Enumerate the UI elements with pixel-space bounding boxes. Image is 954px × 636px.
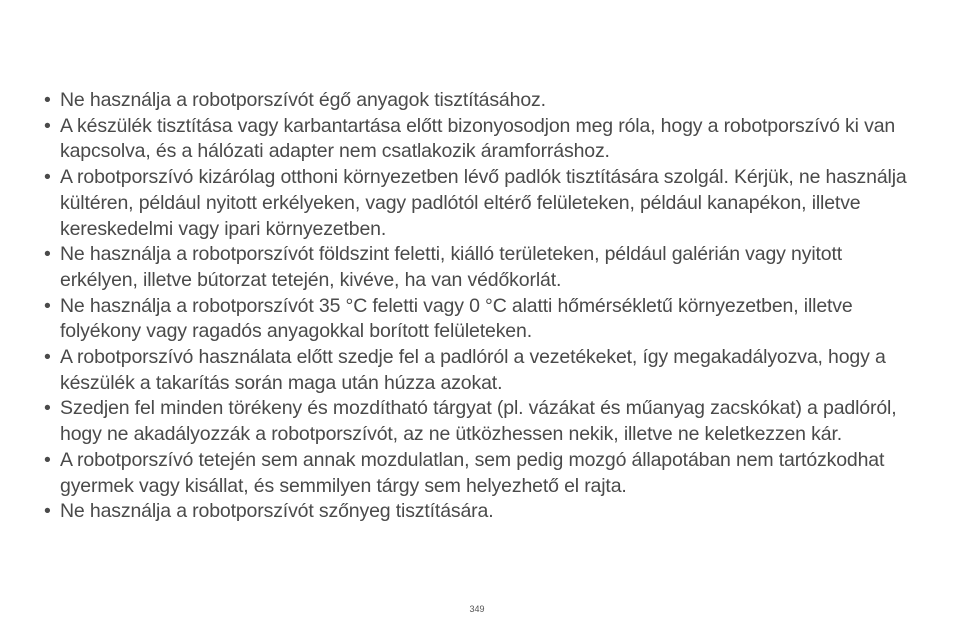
- list-item: [44, 88, 924, 114]
- list-item-text: A készülék tisztítása vagy karbantartása előtt bizonyosodjon meg róla, hogy a robotporszívó ki van kapcsolva, és a hálózati adapter nem csatlakozik áramforráshoz.: [60, 114, 896, 163]
- list-item-text: Ne használja a robotporszívót földszint feletti, kiálló területeken, például galérián vagy nyitott erkélyen, illetve bútorzat tetején, kivéve, ha van védőkorlát.: [60, 243, 843, 291]
- list-item: [44, 165, 924, 242]
- list-item: [44, 499, 924, 525]
- list-item-text: Ne használja a robotporszívót 35 °C feletti vagy 0 °C alatti hőmérsékletű környezetben, illetve folyékony vagy ragadós anyagokkal borított felületeken.: [60, 294, 853, 343]
- safety-instructions: [44, 88, 924, 525]
- bullet-icon: •: [44, 397, 51, 420]
- list-item: [44, 114, 924, 165]
- bullet-list: [44, 88, 924, 525]
- bullet-icon: •: [44, 114, 51, 137]
- list-item: [44, 294, 924, 345]
- list-item-text: A robotporszívó használata előtt szedje fel a padlóról a vezetékeket, így megakadályozva, hogy a készülék a takarítás során maga után húzza azokat.: [60, 346, 886, 394]
- bullet-icon: •: [44, 500, 51, 523]
- list-item-text: Ne használja a robotporszívót égő anyagok tisztításához.: [60, 89, 546, 111]
- list-item-text: A robotporszívó kizárólag otthoni környezetben lévő padlók tisztítására szolgál. Kérjük, ne használja kültéren, például nyitott erkélyeken, vagy padlótól eltérő felületeken, például kanapékon, illetve kereskedelmi vagy ipari környezetben.: [60, 166, 907, 240]
- list-item-text: Ne használja a robotporszívót szőnyeg tisztítására.: [60, 500, 494, 523]
- list-item: [44, 448, 924, 499]
- bullet-icon: •: [44, 448, 51, 471]
- bullet-icon: •: [44, 294, 51, 317]
- bullet-icon: •: [44, 89, 51, 111]
- list-item: [44, 242, 924, 293]
- bullet-icon: •: [44, 243, 51, 266]
- bullet-icon: •: [44, 166, 51, 189]
- list-item: [44, 396, 924, 447]
- list-item-text: A robotporszívó tetején sem annak mozdulatlan, sem pedig mozgó állapotában nem tartózkodhat gyermek vagy kisállat, és semmilyen tárgy sem helyezhető el rajta.: [60, 448, 885, 497]
- list-item: [44, 345, 924, 396]
- page-number: 349: [469, 604, 485, 614]
- bullet-icon: •: [44, 346, 51, 369]
- list-item-text: Szedjen fel minden törékeny és mozdítható tárgyat (pl. vázákat és műanyag zacskókat) a padlóról, hogy ne akadályozzák a robotporszívót, az ne ütközhessen nekik, illetve ne keletkezzen kár.: [60, 397, 897, 446]
